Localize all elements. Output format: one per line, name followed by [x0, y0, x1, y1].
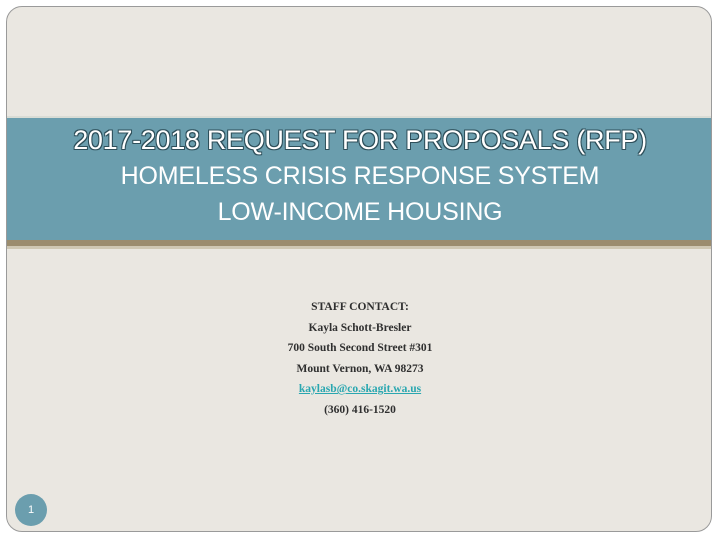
contact-phone: (360) 416-1520: [324, 403, 396, 416]
contact-name: Kayla Schott-Bresler: [308, 321, 412, 334]
slide-title: [7, 120, 712, 230]
title-line-1: 2017-2018 REQUEST FOR PROPOSALS (RFP): [73, 125, 647, 155]
contact-email-link[interactable]: kaylasb@co.skagit.wa.us: [298, 383, 422, 395]
contact-city: Mount Vernon, WA 98273: [296, 362, 424, 375]
title-line-2: HOMELESS CRISIS RESPONSE SYSTEM: [120, 162, 600, 190]
contact-heading: STAFF CONTACT:: [311, 301, 409, 313]
page-number-badge: 1: [15, 494, 47, 526]
title-line-3: LOW-INCOME HOUSING: [217, 198, 503, 226]
title-bottom-rule-light: [7, 246, 712, 249]
staff-contact-block: [7, 297, 712, 420]
slide-frame: [6, 6, 712, 532]
contact-address: 700 South Second Street #301: [287, 342, 433, 354]
